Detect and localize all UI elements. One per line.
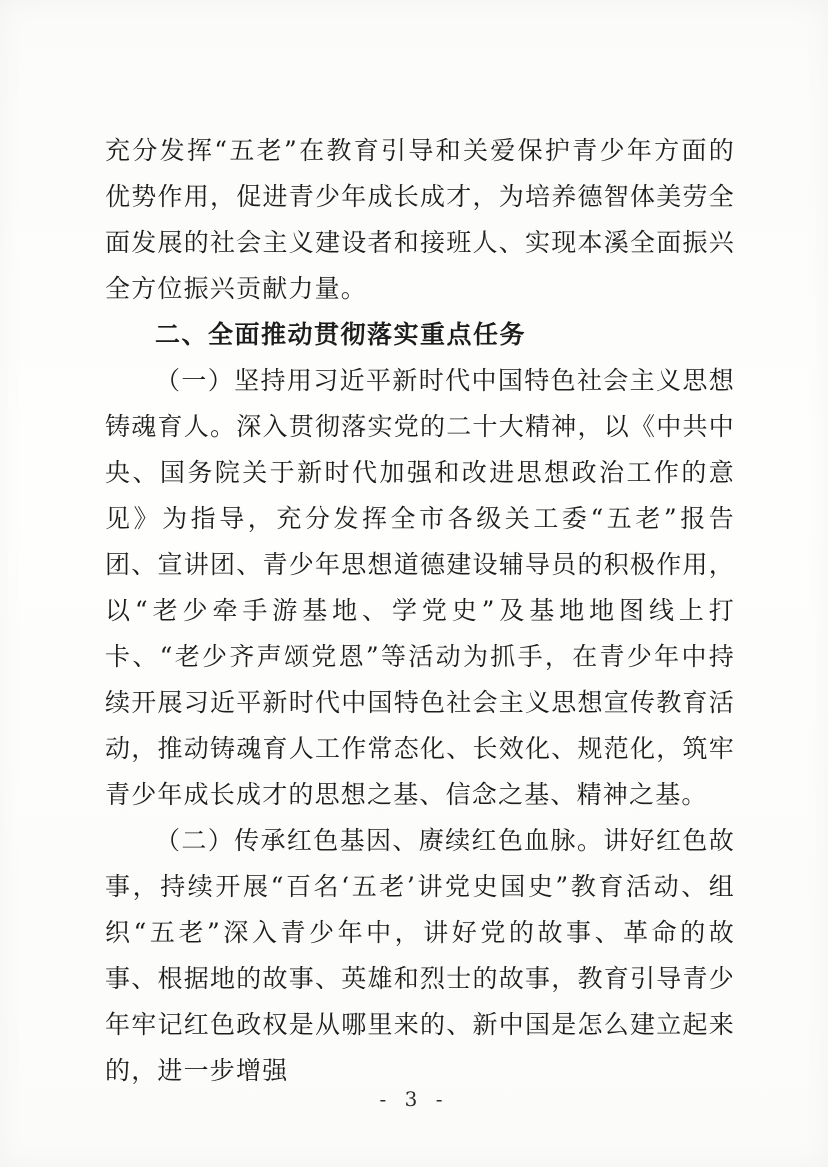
item-2-title: （二）传承红色基因、赓续红色血脉。 (155, 826, 604, 855)
item-2-body: 讲好红色故事，持续开展“百名‘五老’讲党史国史”教育活动、组织“五老”深入青少年中，讲好党的故事、革命的故事、根据地的故事、英雄和烈士的故事，教育引导青少年牢记红色政权是从哪里来的、新中国是怎么建立起来的，进一步增强 (105, 826, 735, 1085)
section-heading-2: 二、全面推动贯彻落实重点任务 (155, 320, 527, 349)
page-number: - 3 - (379, 1087, 449, 1111)
document-body (105, 128, 735, 1094)
paragraph-intro-continuation: 充分发挥“五老”在教育引导和关爱保护青少年方面的优势作用，促进青少年成长成才，为培养德智体美劳全面发展的社会主义建设者和接班人、实现本溪全面振兴全方位振兴贡献力量。 (105, 136, 735, 303)
paragraph-item-2 (105, 818, 735, 1094)
item-1-body: 深入贯彻落实党的二十大精神，以《中共中央、国务院关于新时代加强和改进思想政治工作的意见》为指导，充分发挥全市各级关工委“五老”报告团、宣讲团、青少年思想道德建设辅导员的积极作用，以“老少牵手游基地、学党史”及基地地图线上打卡、“老少齐声颂党恩”等活动为抓手，在青少年中持续开展习近平新时代中国特色社会主义思想宣传教育活动，推动铸魂育人工作常态化、长效化、规范化，筑牢青少年成长成才的思想之基、信念之基、精神之基。 (105, 412, 735, 809)
item-1-title: （一）坚持用习近平新时代中国特色社会主义思想铸魂育人。 (105, 366, 735, 441)
paragraph-item-1 (105, 358, 735, 818)
